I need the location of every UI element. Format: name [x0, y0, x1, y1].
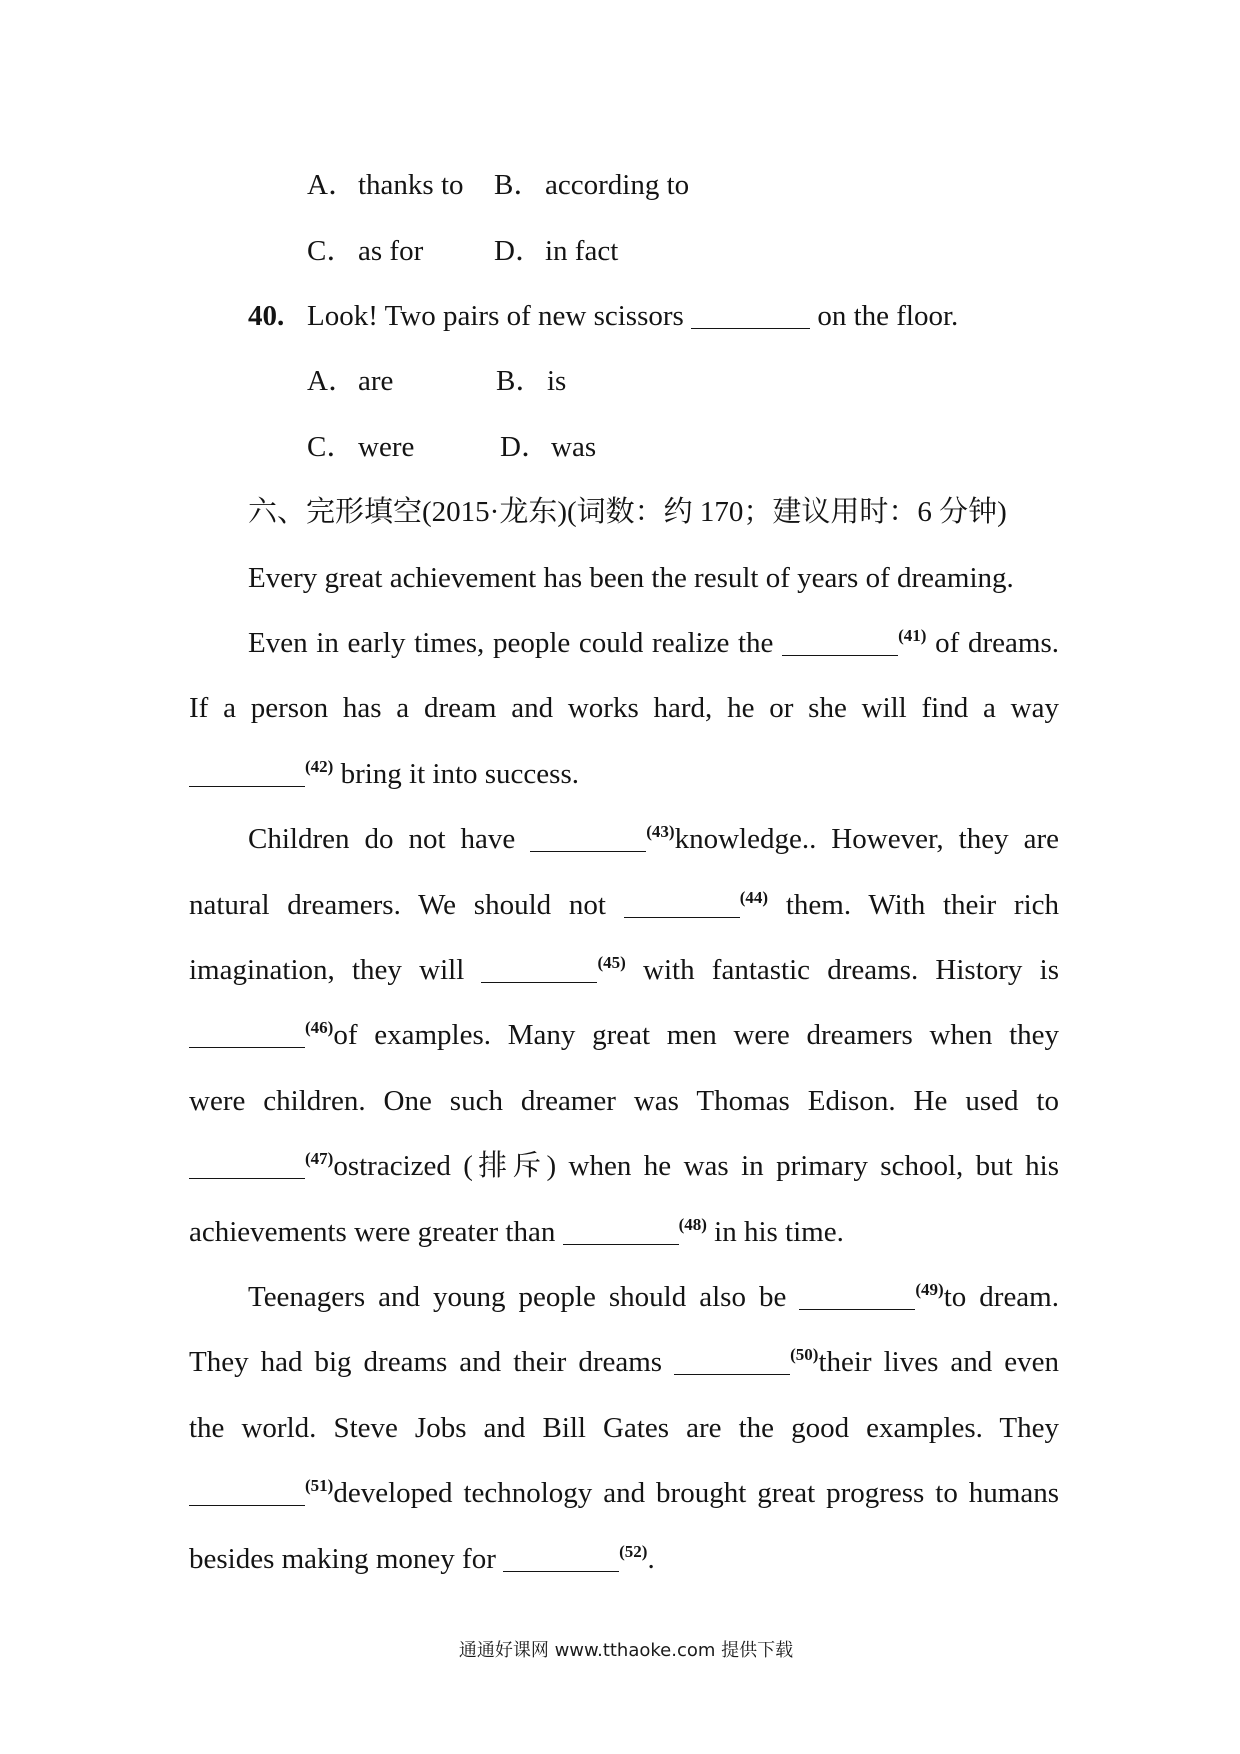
line-text: ostracized (排斥) when he was in primary school, but his [333, 1150, 1059, 1183]
answer-blank [189, 1045, 305, 1048]
line-text: Even in early times, people could realize the [248, 627, 783, 660]
blank-number: (46) [305, 1018, 334, 1038]
blank-number: (52) [619, 1541, 648, 1561]
paragraph [0, 1265, 1240, 1592]
option-a [307, 153, 464, 218]
passage-line [189, 807, 1059, 872]
question-number: 40. [248, 300, 285, 333]
answer-blank [189, 1176, 305, 1179]
blank-number: (43) [646, 822, 675, 842]
option-d [494, 219, 618, 284]
passage-line [189, 1134, 1059, 1199]
line-text: developed technology and brought great progress to humans [333, 1477, 1059, 1510]
question-39-options [0, 153, 1240, 284]
stem-text: on the floor. [810, 300, 959, 333]
option-text: in fact [545, 234, 619, 267]
option-label: B． [496, 365, 545, 398]
option-c [307, 219, 423, 284]
answer-blank [624, 915, 740, 918]
passage-line: Every great achievement has been the result of years of dreaming. [248, 561, 1014, 594]
blank-number: (44) [739, 887, 769, 907]
option-label: D． [494, 234, 544, 267]
blank-number: (49) [915, 1279, 944, 1299]
blank-number: (47) [305, 1149, 334, 1169]
line-text: to dream. [943, 1280, 1059, 1313]
blank-number: (45) [597, 952, 626, 972]
cloze-heading: 六、完形填空(2015·龙东)(词数：约 170；建议用时：6 分钟) [248, 496, 1007, 529]
blank-number: (42) [305, 756, 334, 776]
option-label: D． [500, 430, 550, 463]
line-text: of examples. Many great men were dreamers when they [333, 1019, 1059, 1052]
answer-blank [189, 784, 305, 787]
answer-blank [503, 1569, 619, 1572]
line-text: with fantastic dreams. History is [625, 953, 1059, 986]
line-text: besides making money for [189, 1542, 504, 1575]
option-label: C． [307, 430, 356, 463]
line-text: them. With their rich [768, 888, 1059, 921]
blank-number: (50) [790, 1345, 819, 1365]
line-text: their lives and even [818, 1346, 1060, 1379]
blank-number: (48) [678, 1214, 707, 1234]
option-label: A． [307, 365, 357, 398]
option-text: are [358, 365, 394, 398]
line-text: natural dreamers. We should not [189, 888, 624, 921]
answer-blank [481, 980, 597, 983]
paragraph [0, 546, 1240, 611]
option-label: B． [494, 169, 543, 202]
passage-line: the world. Steve Jobs and Bill Gates are the good examples. They [189, 1411, 1059, 1444]
answer-blank [674, 1372, 790, 1375]
options-row [0, 219, 1240, 284]
option-text: was [551, 430, 597, 463]
passage-line [189, 1265, 1059, 1330]
blank-number: (51) [305, 1476, 334, 1496]
line-text: Teenagers and young people should also be [248, 1280, 800, 1313]
option-label: A． [307, 169, 357, 202]
line-text: achievements were greater than [189, 1215, 563, 1248]
passage-line [189, 742, 1059, 807]
line-text: . [647, 1542, 655, 1575]
page-content [0, 153, 1240, 1592]
option-text: as for [358, 234, 424, 267]
cloze-section [0, 480, 1240, 1592]
paragraph [0, 807, 1240, 1265]
line-text: bring it into success. [333, 757, 579, 790]
answer-blank [189, 1503, 305, 1506]
passage-line: If a person has a dream and works hard, he or she will find a way [189, 692, 1059, 725]
option-text: thanks to [358, 169, 464, 202]
option-text: were [358, 430, 415, 463]
passage-line [189, 1461, 1059, 1526]
question-40 [0, 284, 1240, 480]
passage-line [189, 611, 1059, 676]
passage-line [189, 873, 1059, 938]
page-footer: 通通好课网 www.tthaoke.com 提供下载 [458, 1640, 794, 1661]
option-label: C． [307, 234, 356, 267]
stem-text: Look! Two pairs of new scissors [307, 300, 692, 333]
passage-line [189, 1003, 1059, 1068]
question-stem [0, 284, 1240, 349]
line-text: imagination, they will [189, 953, 482, 986]
option-text: according to [545, 169, 690, 202]
passage-line [189, 1527, 1059, 1592]
answer-blank [782, 653, 898, 656]
line-text: of dreams. [926, 627, 1059, 660]
answer-blank [563, 1242, 679, 1245]
options-row [0, 415, 1240, 480]
options-row [0, 349, 1240, 414]
line-text: knowledge.. However, they are [674, 823, 1059, 856]
paragraph [0, 611, 1240, 807]
options-row [0, 153, 1240, 218]
passage-line: were children. One such dreamer was Thomas Edison. He used to [189, 1084, 1059, 1117]
option-b [494, 153, 689, 218]
option-text: is [547, 365, 567, 398]
passage-line [189, 1200, 1059, 1265]
blank-number: (41) [898, 626, 927, 646]
option-c [307, 415, 414, 480]
line-text: They had big dreams and their dreams [189, 1346, 675, 1379]
option-d [500, 415, 596, 480]
line-text: Children do not have [248, 823, 531, 856]
option-b [496, 349, 566, 414]
answer-blank [691, 326, 810, 329]
passage-line [189, 938, 1059, 1003]
answer-blank [530, 849, 646, 852]
line-text: in his time. [706, 1215, 844, 1248]
answer-blank [799, 1307, 915, 1310]
passage-line [189, 1330, 1059, 1395]
option-a [307, 349, 393, 414]
